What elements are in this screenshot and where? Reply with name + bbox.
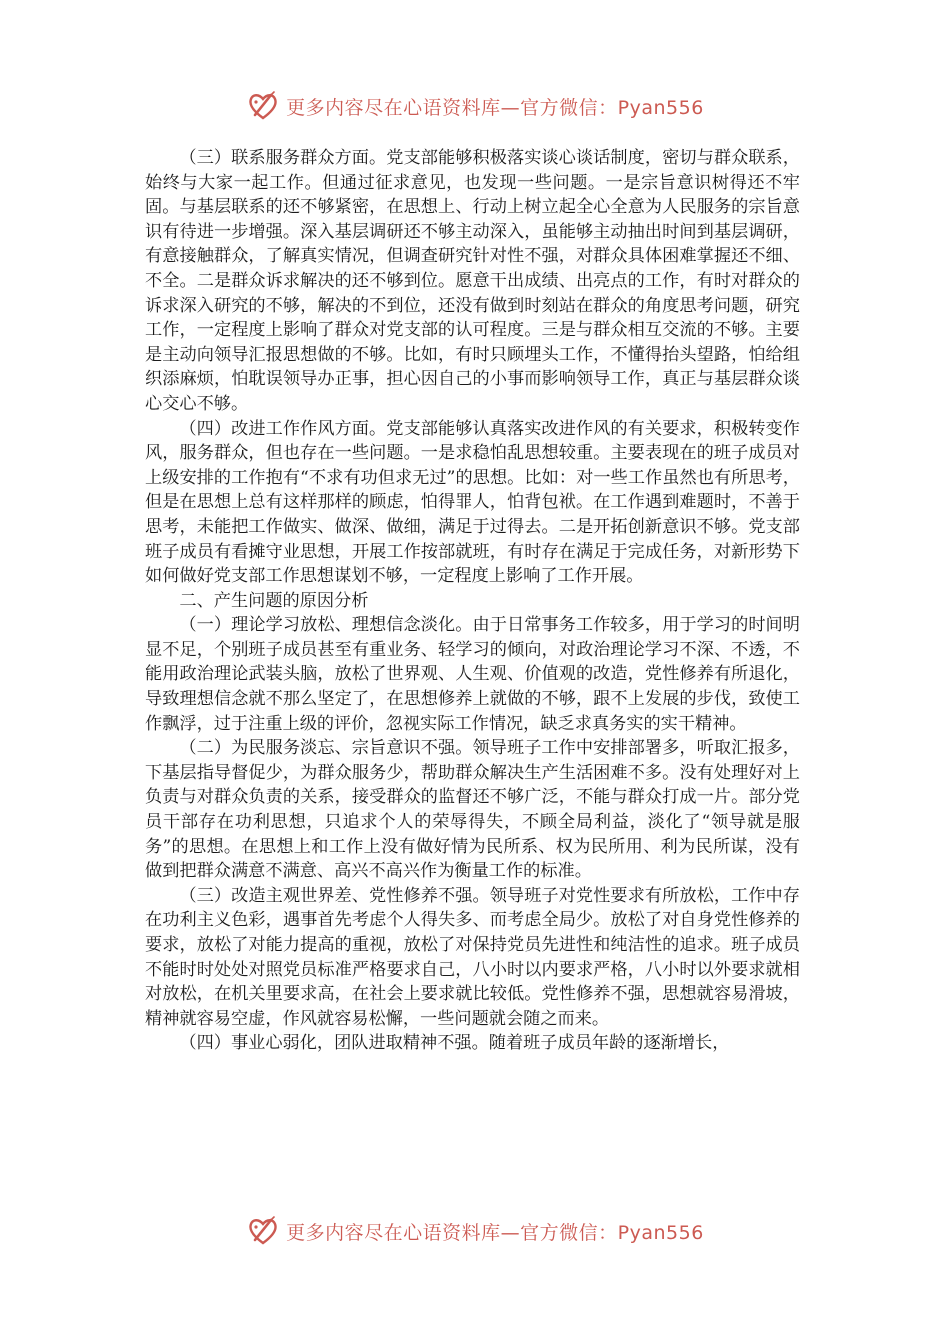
paragraph: （一）理论学习放松、理想信念淡化。由于日常事务工作较多，用于学习的时间明显不足，个别班子成员甚至有重业务、轻学习的倾向，对政治理论学习不深、不透，不能用政治理论武装头脑，放松了世界观、人生观、价值观的改造，党性修养有所退化，导致理想信念就不那么坚定了，在思想修养上就做的不够，跟不上发展的步伐，致使工作飘浮，过于注重上级的评价，忽视实际工作情况，缺乏求真务实的实干精神。 [145, 615, 800, 734]
paragraph: （四）改进工作作风方面。党支部能够认真落实改进作风的有关要求，积极转变作风，服务群众，但也存在一些问题。一是求稳怕乱思想较重。主要表现在的班子成员对上级安排的工作抱有“不求有功但求无过”的思想。比如：对一些工作虽然也有所思考，但是在思想上总有这样那样的顾虑，怕得罪人，怕背包袱。在工作遇到难题时，不善于思考，未能把工作做实、做深、做细，满足于过得去。二是开拓创新意识不够。党支部班子成员有看摊守业思想，开展工作按部就班，有时存在满足于完成任务，对新形势下如何做好党支部工作思想谋划不够，一定程度上影响了工作开展。 [145, 418, 800, 587]
section-heading: 二、产生问题的原因分析 [179, 590, 369, 611]
watermark-footer [0, 1211, 950, 1251]
heart-pen-logo-icon [246, 89, 280, 123]
watermark-text: 更多内容尽在心语资料库—官方微信：Pyan556 [286, 96, 704, 119]
watermark-text: 更多内容尽在心语资料库—官方微信：Pyan556 [286, 1221, 704, 1244]
document-body [145, 146, 800, 1056]
paragraph: （二）为民服务淡忘、宗旨意识不强。领导班子工作中安排部署多，听取汇报多，下基层指导督促少，为群众服务少，帮助群众解决生产生活困难不多。没有处理好对上负责与对群众负责的关系，接受群众的监督还不够广泛，不能与群众打成一片。部分党员干部存在功利思想，只追求个人的荣辱得失，不顾全局利益，淡化了“领导就是服务”的思想。在思想上和工作上没有做好情为民所系、权为民所用、利为民所谋，没有做到把群众满意不满意、高兴不高兴作为衡量工作的标准。 [145, 738, 800, 882]
watermark-header [0, 86, 950, 126]
paragraph: （三）联系服务群众方面。党支部能够积极落实谈心谈话制度，密切与群众联系，始终与大家一起工作。但通过征求意见，也发现一些问题。一是宗旨意识树得还不牢固。与基层联系的还不够紧密，在思想上、行动上树立起全心全意为人民服务的宗旨意识有待进一步增强。深入基层调研还不够主动深入，虽能够主动抽出时间到基层调研，有意接触群众，了解真实情况，但调查研究针对性不强，对群众具体困难掌握还不细、不全。二是群众诉求解决的还不够到位。愿意干出成绩、出亮点的工作，有时对群众的诉求深入研究的不够，解决的不到位，还没有做到时刻站在群众的角度思考问题，研究工作，一定程度上影响了群众对党支部的认可程度。三是与群众相互交流的不够。主要是主动向领导汇报思想做的不够。比如，有时只顾埋头工作，不懂得抬头望路，怕给组织添麻烦，怕耽误领导办正事，担心因自己的小事而影响领导工作，真正与基层群众谈心交心不够。 [145, 148, 800, 414]
heart-pen-logo-icon [246, 1214, 280, 1248]
paragraph: （四）事业心弱化，团队进取精神不强。随着班子成员年龄的逐渐增长， [179, 1033, 730, 1054]
paragraph: （三）改造主观世界差、党性修养不强。领导班子对党性要求有所放松，工作中存在功利主义色彩，遇事首先考虑个人得失多、而考虑全局少。放松了对自身党性修养的要求，放松了对能力提高的重视，放松了对保持党员先进性和纯洁性的追求。班子成员不能时时处处对照党员标准严格要求自己，八小时以内要求严格，八小时以外要求就相对放松，在机关里要求高，在社会上要求就比较低。党性修养不强，思想就容易滑坡，精神就容易空虚，作风就容易松懈，一些问题就会随之而来。 [145, 885, 800, 1029]
